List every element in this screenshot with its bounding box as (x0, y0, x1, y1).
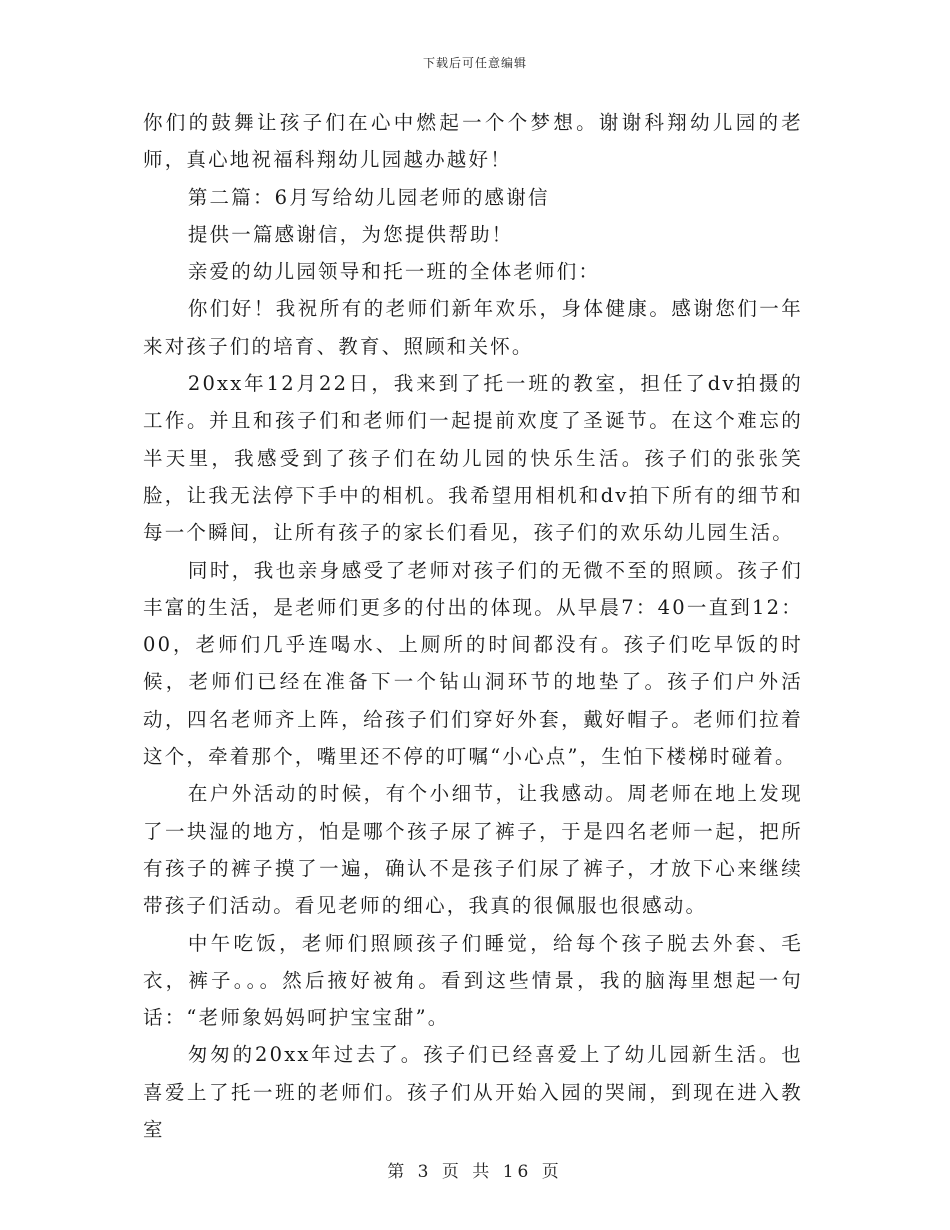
paragraph-1: 你们的鼓舞让孩子们在心中燃起一个个梦想。谢谢科翔幼儿园的老师，真心地祝福科翔幼儿园越办越好！ (143, 111, 803, 172)
paragraph-greeting: 你们好！我祝所有的老师们新年欢乐，身体健康。感谢您们一年来对孩子们的培育、教育、照顾和关怀。 (143, 297, 803, 358)
paragraph-lunch: 中午吃饭，老师们照顾孩子们睡觉，给每个孩子脱去外套、毛衣，裤子。。。然后掖好被角。看到这些情景，我的脑海里想起一句话：“老师象妈妈呵护宝宝甜”。 (143, 931, 803, 1030)
paragraph-dec-22: 20xx年12月22日，我来到了托一班的教室，担任了dv拍摄的工作。并且和孩子们和老师们一起提前欢度了圣诞节。在这个难忘的半天里，我感受到了孩子们在幼儿园的快乐生活。孩子们的张张笑脸，让我无法停下手中的相机。我希望用相机和dv拍下所有的细节和每一个瞬间，让所有孩子的家长们看见，孩子们的欢乐幼儿园生活。 (143, 372, 803, 545)
section-title: 第二篇：6月写给幼儿园老师的感谢信 (187, 185, 550, 209)
salutation: 亲爱的幼儿园领导和托一班的全体老师们： (187, 260, 601, 284)
paragraph-outdoor: 在户外活动的时候，有个小细节，让我感动。周老师在地上发现了一块湿的地方，怕是哪个孩子尿了裤子，于是四名老师一起，把所有孩子的裤子摸了一遍，确认不是孩子们尿了裤子，才放下心来继续带孩子们活动。看见老师的细心，我真的很佩服也很感动。 (143, 782, 803, 918)
paragraph-year-end: 匆匆的20xx年过去了。孩子们已经喜爱上了幼儿园新生活。也喜爱上了托一班的老师们。孩子们从开始入园的哭闹，到现在进入教室 (143, 1043, 803, 1142)
page-header: 下载后可任意编辑 (422, 56, 527, 70)
document-body (143, 104, 803, 1148)
paragraph-care: 同时，我也亲身感受了老师对孩子们的无微不至的照顾。孩子们丰富的生活，是老师们更多的付出的体现。从早晨7：40一直到12：00，老师们几乎连喝水、上厕所的时间都没有。孩子们吃早饭的时候，老师们已经在准备下一个钻山洞环节的地垫了。孩子们户外活动，四名老师齐上阵，给孩子们们穿好外套，戴好帽子。老师们拉着这个，牵着那个，嘴里还不停的叮嘱“小心点”，生怕下楼梯时碰着。 (143, 558, 803, 769)
paragraph-intro: 提供一篇感谢信，为您提供帮助！ (187, 222, 514, 246)
page-number: 第 3 页 共 16 页 (387, 1162, 563, 1182)
